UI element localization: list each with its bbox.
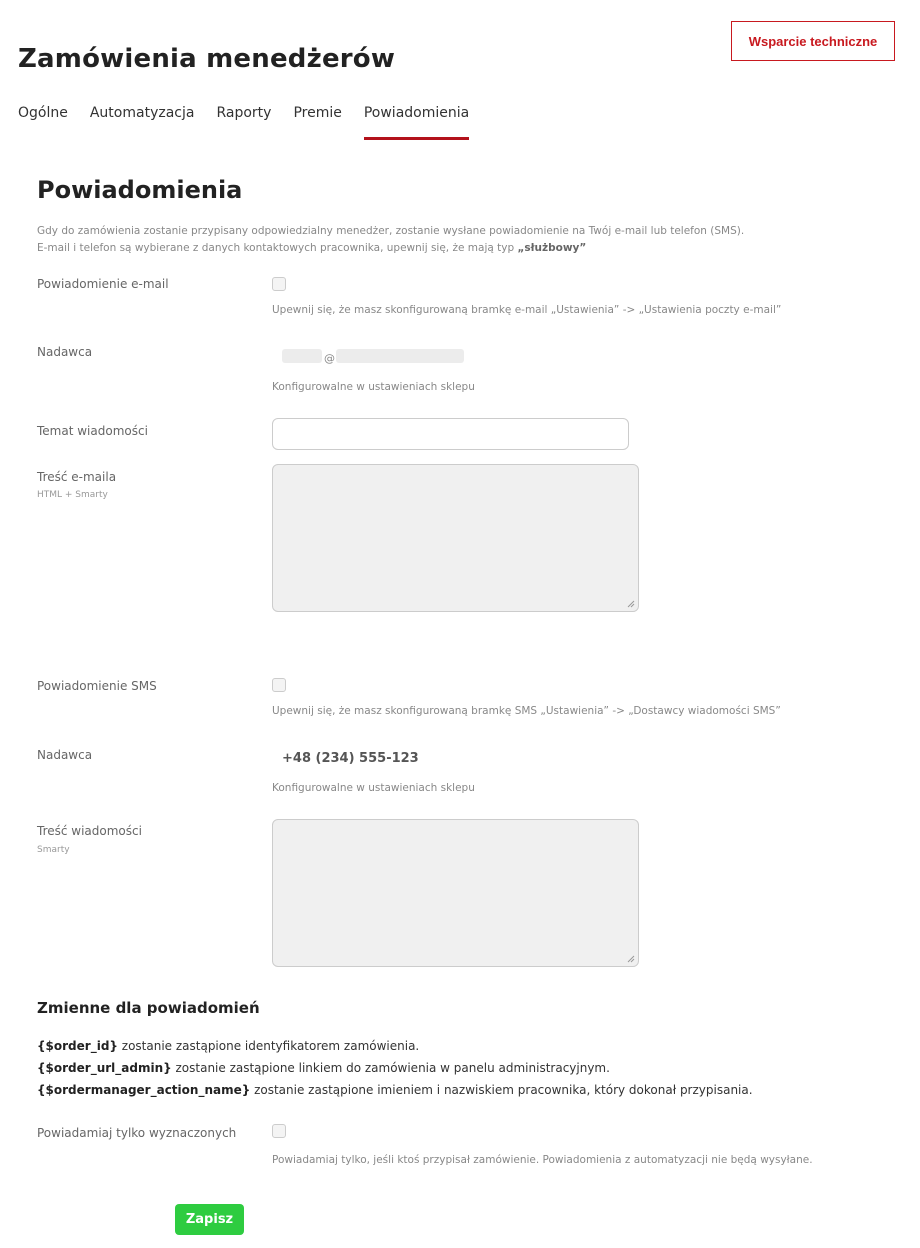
email-gateway-hint: Upewnij się, że masz skonfigurowaną bramkę e-mail „Ustawienia” -> „Ustawienia poczty e-mail” [272,304,782,316]
email-body-textarea[interactable] [272,464,639,612]
sms-sender-value: +48 (234) 555-123 [282,751,419,766]
variable-item: {$order_url_admin} zostanie zastąpione linkiem do zamówienia w panelu administracyjnym. [37,1061,610,1075]
tab-notifications[interactable]: Powiadomienia [364,105,469,140]
sender-email-redacted-local [282,349,322,363]
sms-body-label: Treść wiadomości [37,824,142,838]
section-intro [37,223,744,257]
intro-line-2: E-mail i telefon są wybierane z danych kontaktowych pracownika, upewnij się, że mają typ „służbowy” [37,242,587,254]
save-button[interactable]: Zapisz [175,1204,244,1235]
tab-automation[interactable]: Automatyzacja [89,105,195,121]
section-title: Powiadomienia [37,176,243,204]
intro-line-1: Gdy do zamówienia zostanie przypisany odpowiedzialny menedżer, zostanie wysłane powiadomienie na Twój e-mail lub telefon (SMS). [37,225,745,237]
email-subject-input[interactable] [272,418,629,450]
email-body-label: Treść e-maila [37,470,117,484]
page-title: Zamówienia menedżerów [18,44,396,74]
email-sender-label: Nadawca [37,345,93,359]
sms-notification-label: Powiadomienie SMS [37,679,157,693]
email-body-sublabel: HTML + Smarty [37,490,108,500]
email-sender-hint: Konfigurowalne w ustawieniach sklepu [272,381,475,393]
resize-grip-icon[interactable] [627,600,635,608]
intro-bold-type: „służbowy” [517,242,587,254]
variables-title: Zmienne dla powiadomień [37,999,260,1017]
tab-general[interactable]: Ogólne [18,105,68,121]
variable-item: {$order_id} zostanie zastąpione identyfikatorem zamówienia. [37,1039,420,1053]
only-assigned-hint: Powiadamiaj tylko, jeśli ktoś przypisał zamówienie. Powiadomienia z automatyzacji nie będą wysyłane. [272,1154,813,1166]
sms-body-sublabel: Smarty [37,845,70,855]
sms-sender-label: Nadawca [37,748,93,762]
only-assigned-label: Powiadamiaj tylko wyznaczonych [37,1126,237,1140]
sms-gateway-hint: Upewnij się, że masz skonfigurowaną bramkę SMS „Ustawienia” -> „Dostawcy wiadomości SMS” [272,705,781,717]
sms-body-textarea[interactable] [272,819,639,967]
sender-email-redacted-domain [336,349,464,363]
email-notification-label: Powiadomienie e-mail [37,277,169,291]
email-subject-label: Temat wiadomości [37,424,148,438]
tab-bar [18,105,469,140]
variable-item: {$ordermanager_action_name} zostanie zastąpione imieniem i nazwiskiem pracownika, który dokonał przypisania. [37,1083,753,1097]
resize-grip-icon[interactable] [627,955,635,963]
sms-notification-checkbox[interactable] [272,678,286,692]
sender-email-at: @ [324,352,335,365]
sms-sender-hint: Konfigurowalne w ustawieniach sklepu [272,782,475,794]
tab-reports[interactable]: Raporty [216,105,272,121]
tab-bonuses[interactable]: Premie [293,105,342,121]
only-assigned-checkbox[interactable] [272,1124,286,1138]
email-notification-checkbox[interactable] [272,277,286,291]
support-button[interactable]: Wsparcie techniczne [731,21,895,61]
